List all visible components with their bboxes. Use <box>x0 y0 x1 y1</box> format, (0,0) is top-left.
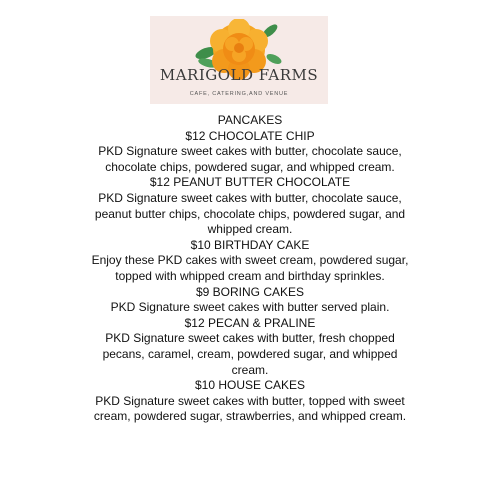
menu-item <box>60 378 440 425</box>
menu-item <box>60 238 440 285</box>
menu-item-title: $12 PECAN & PRALINE <box>184 315 316 330</box>
menu-item-description: pecans, caramel, cream, powdered sugar, and whipped <box>102 346 398 361</box>
menu-item <box>60 285 440 316</box>
menu-item <box>60 129 440 176</box>
menu-item-description: PKD Signature sweet cakes with butter, topped with sweet <box>95 393 405 408</box>
menu-item <box>60 175 440 237</box>
brand-name: MARIGOLD FARMS <box>159 66 319 84</box>
menu-item-title: $12 PEANUT BUTTER CHOCOLATE <box>149 175 351 190</box>
menu-item-title: $10 BIRTHDAY CAKE <box>190 237 310 252</box>
marigold-farms-logo <box>150 16 328 104</box>
pancake-menu <box>60 113 440 425</box>
menu-heading: PANCAKES <box>217 113 283 127</box>
menu-item-description: PKD Signature sweet cakes with butter, chocolate sauce, <box>98 144 402 159</box>
menu-item-description: PKD Signature sweet cakes with butter, fresh chopped <box>105 331 395 346</box>
menu-item-description: peanut butter chips, chocolate chips, powdered sugar, and <box>94 206 406 221</box>
menu-item-title: $9 BORING CAKES <box>195 284 305 299</box>
menu-item-description: Enjoy these PKD cakes with sweet cream, powdered sugar, <box>91 253 409 268</box>
menu-item-title: $12 CHOCOLATE CHIP <box>185 128 315 143</box>
menu-item <box>60 316 440 378</box>
menu-item-description: cream, powdered sugar, strawberries, and whipped cream. <box>93 409 407 424</box>
menu-item-description: PKD Signature sweet cakes with butter, chocolate sauce, <box>98 190 402 205</box>
menu-item-description: cream. <box>231 362 269 377</box>
menu-item-description: PKD Signature sweet cakes with butter served plain. <box>110 300 390 315</box>
menu-item-description: whipped cream. <box>207 222 293 237</box>
menu-item-description: topped with whipped cream and birthday sprinkles. <box>115 268 385 283</box>
menu-item-description: chocolate chips, powdered sugar, and whipped cream. <box>105 159 395 174</box>
menu-item-title: $10 HOUSE CAKES <box>194 378 306 393</box>
brand-tagline: CAFE, CATERING,AND VENUE <box>189 91 289 97</box>
